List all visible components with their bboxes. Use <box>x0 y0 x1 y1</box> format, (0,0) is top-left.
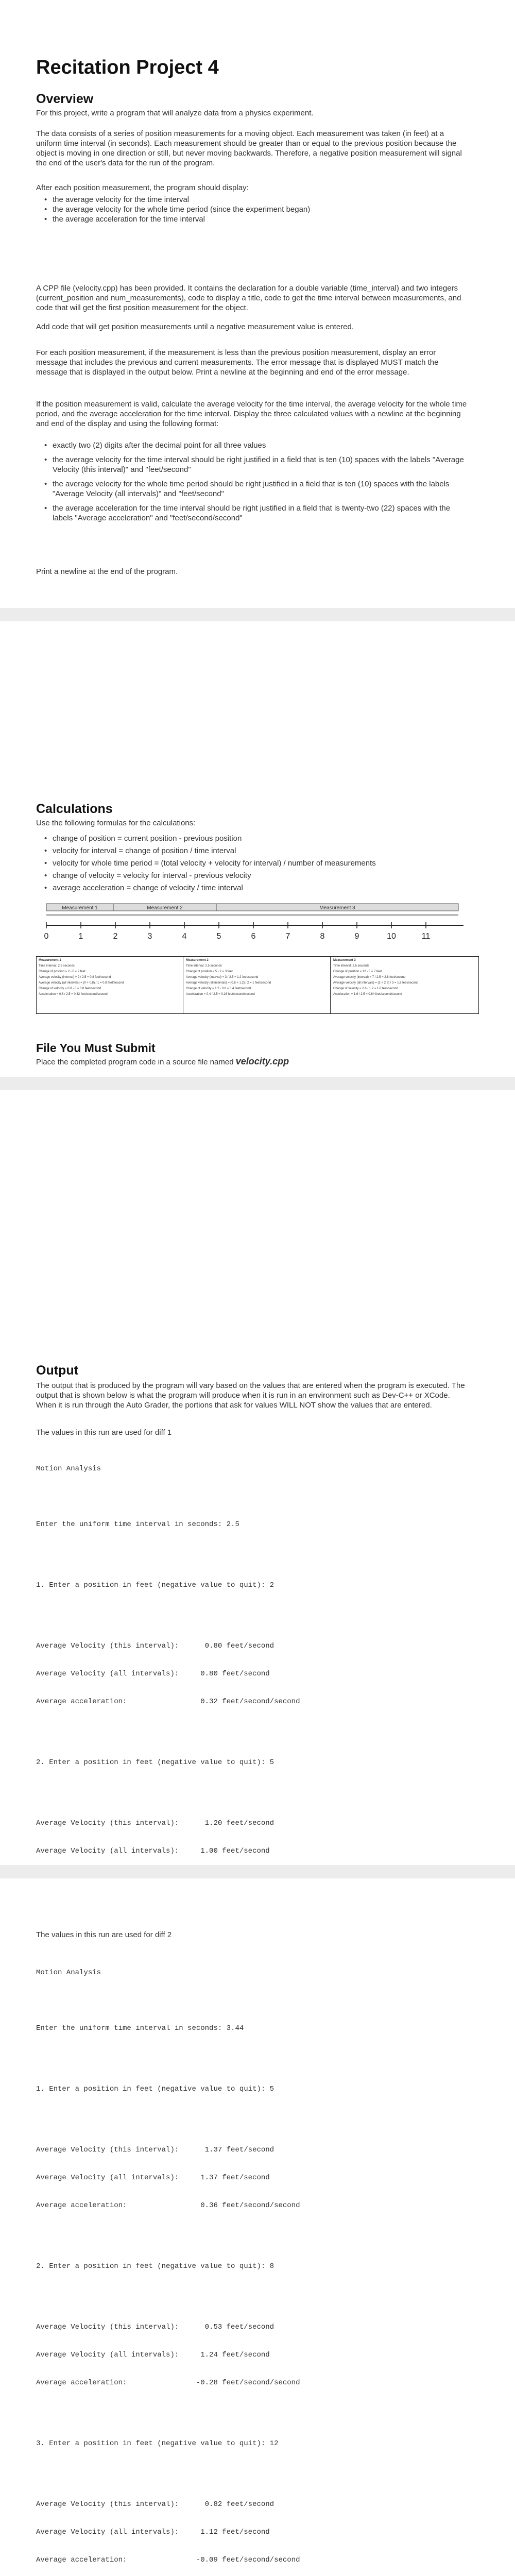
measurement-tables <box>36 956 479 1014</box>
paragraph-display: After each position measurement, the program should display: <box>36 183 249 192</box>
list-item: • the average acceleration for the time interval <box>41 214 469 224</box>
formula-item: • velocity for whole time period = (total velocity + velocity for interval) / number of measurements <box>41 858 469 868</box>
paragraph-newline: Print a newline at the end of the program. <box>36 567 178 576</box>
paragraph-data: The data consists of a series of position measurements for a moving object. Each measurement was taken (in feet) at a uniform time interval (in seconds). Each measurement should be greater than or equal to the previous position because the object is moving in one direction or still, but never moving backwards. Therefore, a negative position measurement will signal the end of the user's data for the run of the program. <box>36 129 462 167</box>
output-line <box>36 1492 479 1501</box>
output-line: Average acceleration: 0.36 feet/second/second <box>36 2201 300 2210</box>
run-2-label: The values in this run are used for diff 2 <box>36 1930 172 1939</box>
page-1-content <box>36 57 479 603</box>
table-row: Average velocity (all intervals) = (2 + 2.8) / 3 = 1.6 feet/second <box>333 981 419 985</box>
output-line: Motion Analysis <box>36 1465 101 1473</box>
page-3 <box>0 1090 515 1865</box>
measurement-diagram <box>36 900 479 956</box>
output-line: Enter the uniform time interval in seconds: 2.5 <box>36 1520 239 1529</box>
document-title: Recitation Project 4 <box>36 57 219 78</box>
list-item: • the average velocity for the whole time period should be right justified in a field that is ten (10) spaces with the labels "Average Velocity (all intervals)" and "feet/second" <box>41 479 469 499</box>
output-heading: Output <box>36 1363 78 1378</box>
page-2-content <box>36 802 479 1070</box>
output-line: Average Velocity (this interval): 0.80 feet/second <box>36 1642 274 1650</box>
formula-item: • change of position = current position - previous position <box>41 834 469 843</box>
output-line: Average Velocity (this interval): 0.82 feet/second <box>36 2500 274 2509</box>
tick-label: 7 <box>285 932 290 941</box>
output-line <box>36 2467 479 2481</box>
tick-label: 4 <box>182 932 187 941</box>
paragraph-error: For each position measurement, if the measurement is less than the previous position measurement, display an error message that includes the previous and current measurements. The error message that is displayed MUST match the message that is displayed in the output below. Print a newline at the beginning and end of the error message. <box>36 348 439 377</box>
formula-item: • change of velocity = velocity for interval - previous velocity <box>41 871 469 880</box>
output-line: Average Velocity (this interval): 1.37 feet/second <box>36 2146 274 2154</box>
submit-instruction: Place the completed program code in a source file named <box>36 1058 236 1066</box>
table-row: Acceleration = 0.8 / 2.5 = 0.32 feet/second/second <box>39 993 108 996</box>
tick-label: 10 <box>387 932 396 941</box>
tick-label: 0 <box>44 932 49 941</box>
page-separator <box>0 608 515 621</box>
measurement-table-2 <box>184 956 331 1014</box>
table-row: Time interval: 2.5 seconds <box>39 964 75 968</box>
table-row: Average velocity (interval) = 3 / 2.5 = 1.2 feet/second <box>186 976 259 979</box>
run-2-output <box>36 1950 479 2576</box>
measurement-table-1 <box>37 956 183 1014</box>
output-line: Average Velocity (all intervals): 1.12 feet/second <box>36 2528 270 2536</box>
output-line: Average acceleration: -0.28 feet/second/second <box>36 2379 300 2387</box>
output-line <box>36 2406 479 2420</box>
table-row: Change of velocity = 0.8 - 0 = 0.8 feet/second <box>39 987 101 990</box>
run-1-label: The values in this run are used for diff 1 <box>36 1428 172 1437</box>
formula-list <box>41 834 469 893</box>
table-heading: Measurement 1 <box>39 959 61 962</box>
list-item: • the average velocity for the whole time period (since the experiment began) <box>41 205 469 214</box>
measurement-label: Measurement 3 <box>319 905 355 911</box>
output-line: Average Velocity (all intervals): 1.37 feet/second <box>36 2174 270 2182</box>
output-line <box>36 1548 479 1562</box>
submit-heading: File You Must Submit <box>36 1041 156 1055</box>
page-4-content <box>36 1930 479 2569</box>
formula-item: • velocity for interval = change of position / time interval <box>41 846 469 856</box>
output-line: Average Velocity (all intervals): 0.80 feet/second <box>36 1670 270 1678</box>
table-row: Acceleration = 1.6 / 2.5 = 0.64 feet/second/second <box>333 993 402 996</box>
output-line <box>36 2052 479 2066</box>
output-line: 2. Enter a position in feet (negative value to quit): 8 <box>36 2262 274 2270</box>
list-item: • the average velocity for the time interval <box>41 195 469 205</box>
page-separator <box>0 1865 515 1878</box>
table-heading: Measurement 3 <box>333 959 356 962</box>
output-line: Average Velocity (all intervals): 1.24 feet/second <box>36 2351 270 2359</box>
output-description: The output that is produced by the program will vary based on the values that are entered when the program is executed. The output that is shown below is what the program will produce when it is run in an environment such as Dev-C++ or XCode. When it is run through the Auto Grader, the portions that ask for values WILL NOT show the values that are entered. <box>36 1381 465 1410</box>
tick-label: 2 <box>113 932 118 941</box>
output-line: Average Velocity (all intervals): 1.00 feet/second <box>36 1847 270 1855</box>
table-row: Average velocity (interval) = 7 / 2.5 = 2.8 feet/second <box>333 976 406 979</box>
measurement-label: Measurement 1 <box>62 905 98 911</box>
tick-label: 11 <box>421 932 431 941</box>
table-row: Change of position = 5 - 2 = 3 feet <box>186 970 233 973</box>
measurement-label: Measurement 2 <box>147 905 183 911</box>
output-line <box>36 1725 479 1739</box>
page-4 <box>0 1878 515 2576</box>
table-row: Average velocity (all intervals) = (0 + 0.8) / 1 = 0.8 feet/second <box>39 981 124 985</box>
output-line: 3. Enter a position in feet (negative value to quit): 12 <box>36 2439 279 2448</box>
table-row: Average velocity (interval) = 2 / 2.5 = 0.8 feet/second <box>39 976 111 979</box>
measurement-table-3 <box>332 956 478 1014</box>
list-item: • the average acceleration for the time interval should be right justified in a field that is twenty-two (22) spaces with the labels "Average acceleration" and "feet/second/second" <box>41 503 469 523</box>
tick-label: 6 <box>251 932 256 941</box>
table-row: Average velocity (all intervals) = (0.8 + 1.2) / 2 = 1 feet/second <box>186 981 271 985</box>
output-line: 1. Enter a position in feet (negative value to quit): 5 <box>36 2085 274 2093</box>
paragraph-add-code: Add code that will get position measurements until a negative measurement value is entered. <box>36 323 354 331</box>
table-row: Change of velocity = 1.2 - 0.8 = 0.4 feet/second <box>186 987 251 990</box>
display-list <box>41 195 469 224</box>
tick-label: 3 <box>147 932 152 941</box>
output-line: 2. Enter a position in feet (negative value to quit): 5 <box>36 1758 274 1767</box>
page-3-content <box>36 1363 479 1858</box>
page-1 <box>0 0 515 608</box>
output-line <box>36 2112 479 2127</box>
output-line <box>36 2290 479 2304</box>
table-row: Change of position = 2 - 0 = 2 feet <box>39 970 85 973</box>
output-line <box>36 1786 479 1800</box>
page-2 <box>0 621 515 1077</box>
output-line: Enter the uniform time interval in seconds: 3.44 <box>36 2024 244 2032</box>
overview-text: For this project, write a program that will analyze data from a physics experiment. <box>36 109 314 117</box>
tick-label: 8 <box>320 932 325 941</box>
table-row: Acceleration = 0.4 / 2.5 = 0.16 feet/second/second <box>186 993 255 996</box>
output-line <box>36 1996 479 2005</box>
output-line: 1. Enter a position in feet (negative value to quit): 2 <box>36 1581 274 1589</box>
list-item: • the average velocity for the time interval should be right justified in a field that is ten (10) spaces with the labels "Average Velocity (this interval)" and "feet/second" <box>41 455 469 474</box>
calculations-intro: Use the following formulas for the calculations: <box>36 819 196 827</box>
output-line <box>36 1608 479 1623</box>
output-line: Average acceleration: 0.32 feet/second/second <box>36 1698 300 1706</box>
format-list <box>41 440 469 523</box>
table-row: Change of position = 12 - 5 = 7 feet <box>333 970 382 973</box>
table-row: Change of velocity = 2.8 - 1.2 = 1.6 feet/second <box>333 987 399 990</box>
output-line: Average acceleration: -0.09 feet/second/second <box>36 2556 300 2564</box>
paragraph-valid: If the position measurement is valid, calculate the average velocity for the time interval, the average velocity for the whole time period, and the average acceleration for the time interval. Display the three calculated values with a newline at the beginning and end of the display and using the following format: <box>36 400 467 428</box>
run-1-output <box>36 1446 479 1865</box>
table-row: Time interval: 2.5 seconds <box>186 964 222 968</box>
overview-heading: Overview <box>36 92 94 106</box>
tick-label: 9 <box>354 932 359 941</box>
page-separator <box>0 1077 515 1090</box>
output-line: Motion Analysis <box>36 1969 101 1977</box>
table-heading: Measurement 2 <box>186 959 209 962</box>
output-line: Average Velocity (this interval): 1.20 feet/second <box>36 1819 274 1827</box>
list-item: • exactly two (2) digits after the decimal point for all three values <box>41 440 469 450</box>
formula-item: • average acceleration = change of velocity / time interval <box>41 883 469 893</box>
output-line <box>36 2229 479 2243</box>
tick-label: 5 <box>216 932 221 941</box>
output-line: Average Velocity (this interval): 0.53 feet/second <box>36 2323 274 2331</box>
paragraph-cpp-file: A CPP file (velocity.cpp) has been provided. It contains the declaration for a double variable (time_interval) and two integers (current_position and num_measurements), code to display a title, code to get the time interval between measurements, and code that will get the first position measurement for the object. <box>36 284 461 312</box>
submit-filename: velocity.cpp <box>235 1056 289 1066</box>
submit-text <box>36 1057 469 1067</box>
tick-label: 1 <box>78 932 83 941</box>
calculations-heading: Calculations <box>36 802 113 816</box>
table-row: Time interval: 2.5 seconds <box>333 964 369 968</box>
